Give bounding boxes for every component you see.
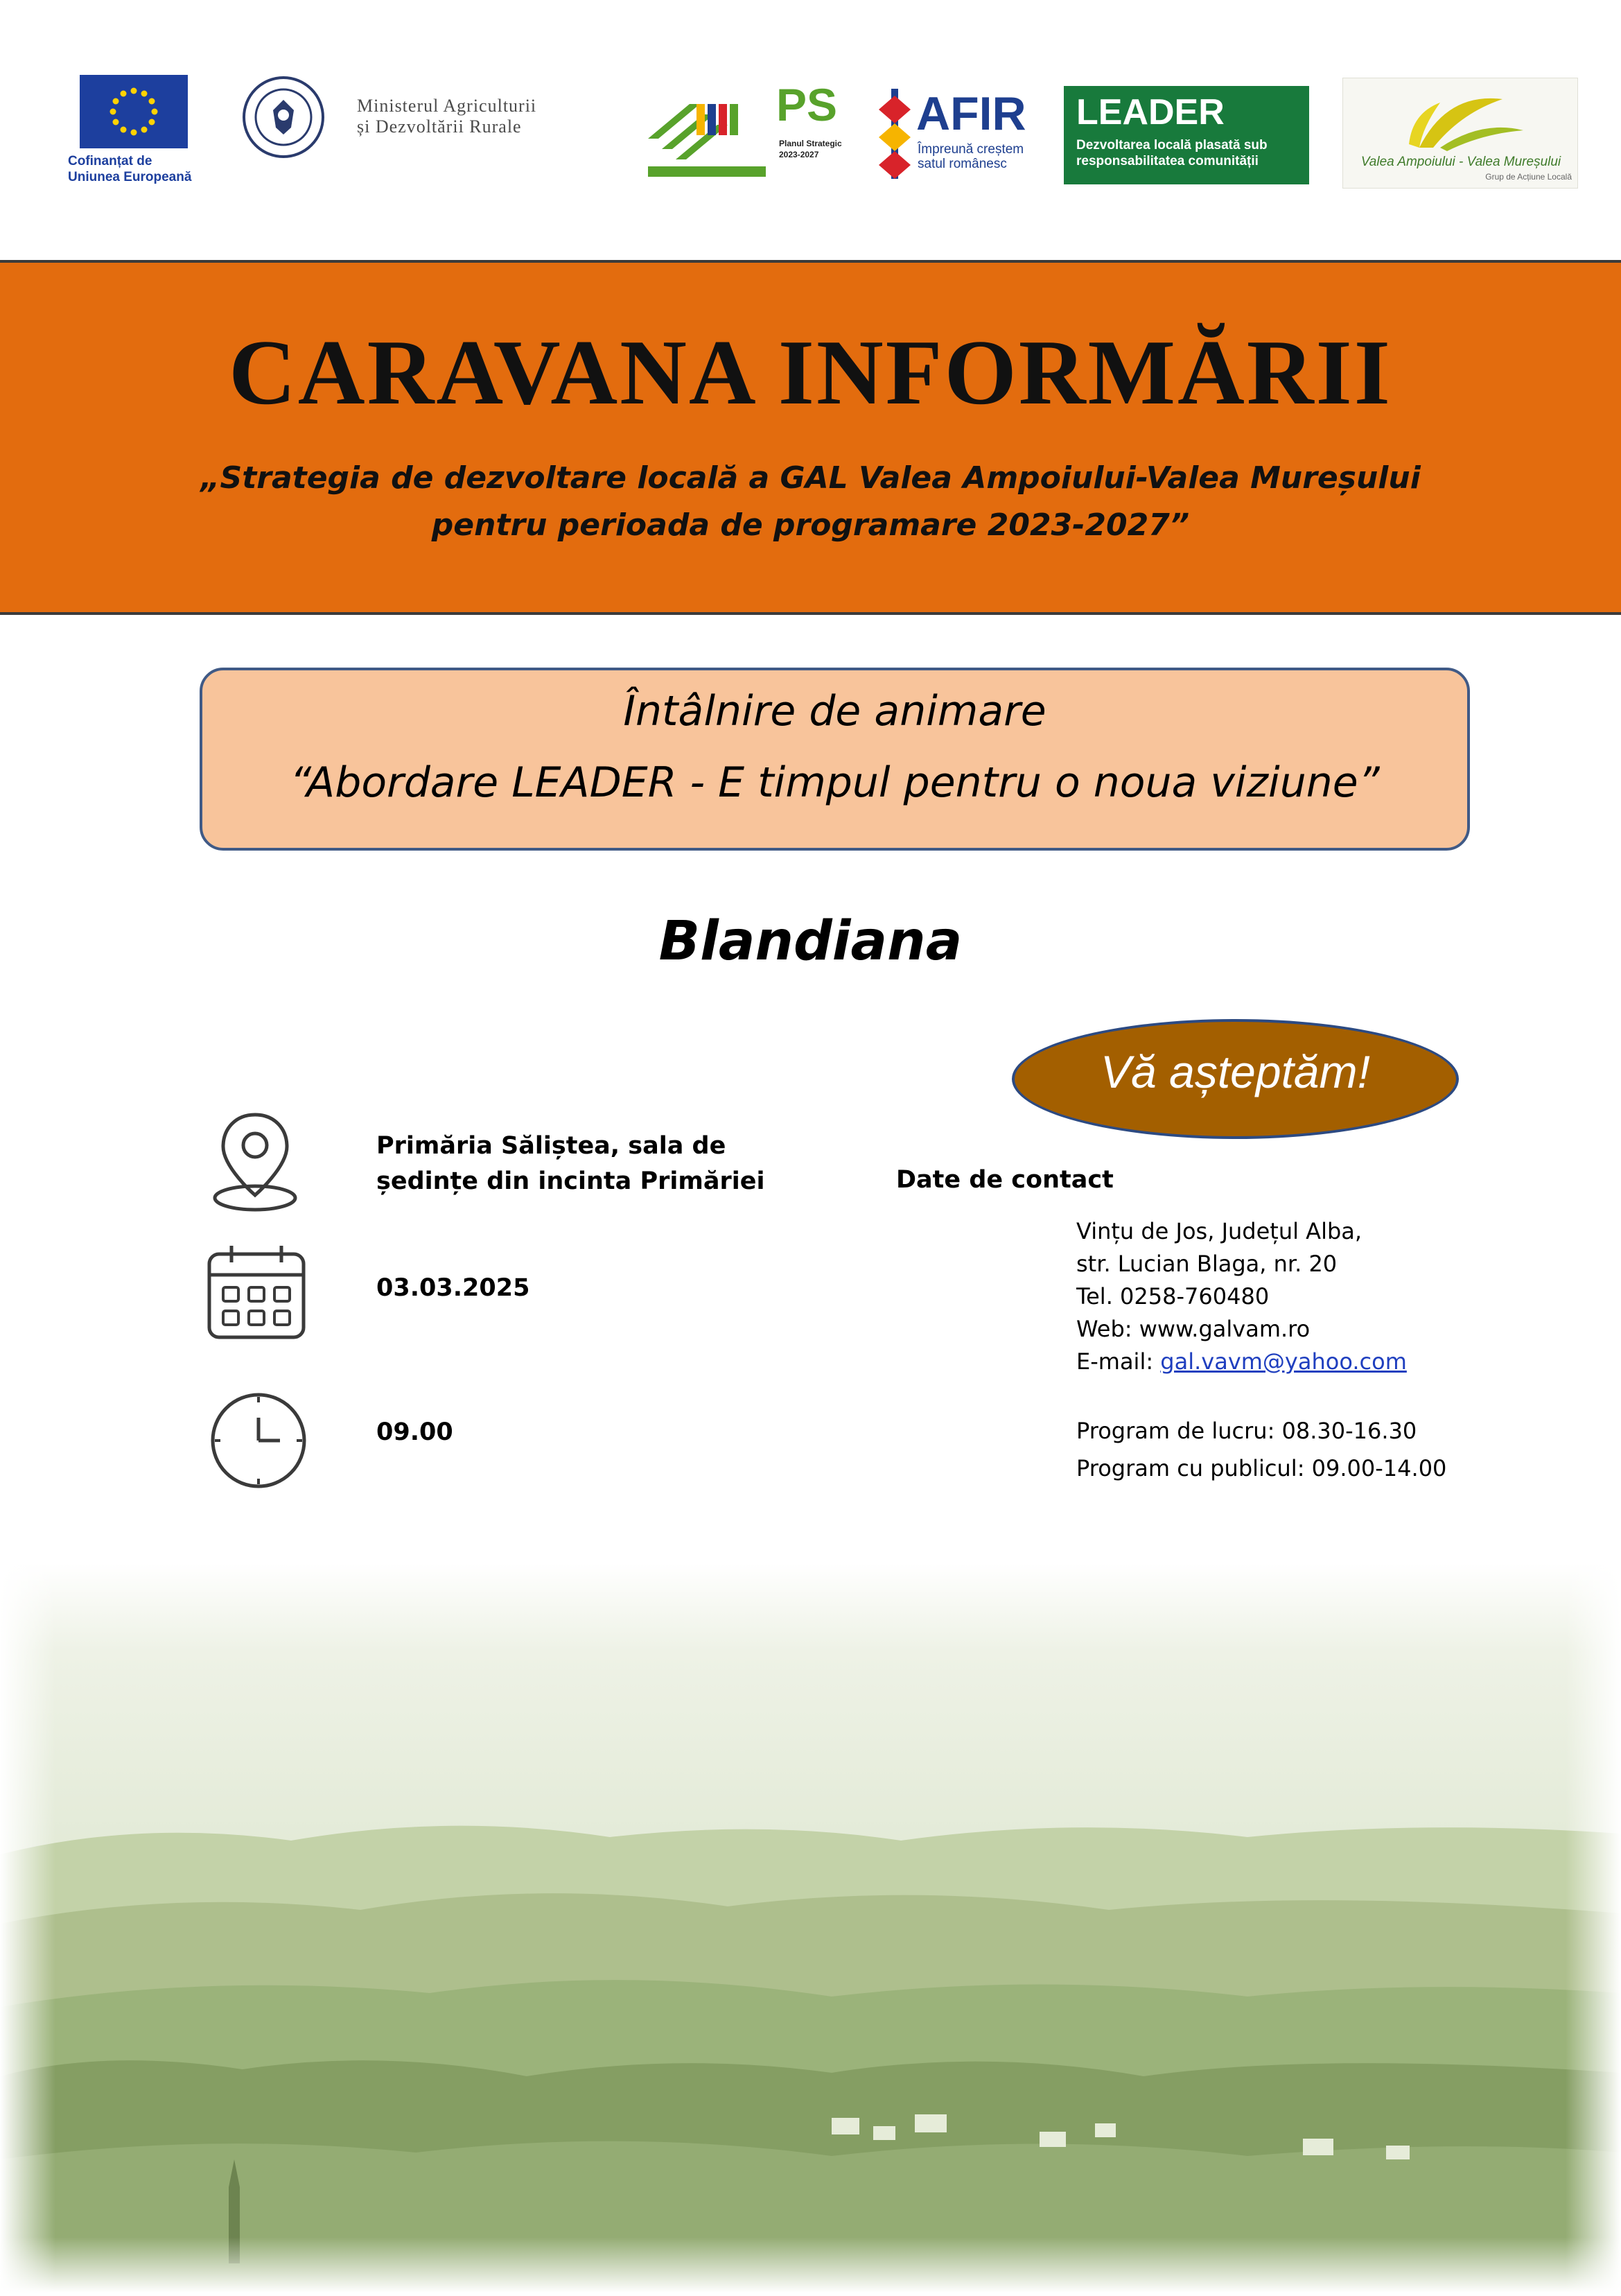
afir-caption: [918, 143, 1056, 172]
contact-hours: Program de lucru: 08.30-16.30: [1076, 1418, 1417, 1444]
leader-sub-line1: Dezvoltarea locală plasată sub: [1076, 138, 1268, 153]
ps-caption-line1: Planul Strategic: [779, 139, 842, 148]
gal-name: Valea Ampoiului - Valea Mureșului: [1360, 155, 1561, 169]
banner-subtitle-line2: pentru perioada de programare 2023-2027”: [431, 507, 1190, 543]
landscape-image: [0, 1563, 1621, 2293]
event-time: 09.00: [376, 1418, 453, 1446]
leader-title: LEADER: [1076, 92, 1225, 132]
afir-caption-line1: Împreună creștem: [918, 142, 1024, 157]
banner-subtitle-line1: „Strategia de dezvoltare locală a GAL Valea Ampoiului-Valea Mureșului: [200, 460, 1421, 496]
ministry-name: [357, 96, 634, 137]
contact-public-hours: Program cu publicul: 09.00-14.00: [1076, 1455, 1447, 1481]
eu-caption-line1: Cofinanțat de: [68, 154, 152, 168]
contact-email-row: [1076, 1350, 1407, 1373]
contact-address-line2: str. Lucian Blaga, nr. 20: [1076, 1251, 1338, 1277]
meeting-theme: “Abordare LEADER - E timpul pentru o noua viziune”: [290, 758, 1380, 807]
afir-caption-line2: satul românesc: [918, 156, 1007, 171]
ps-title: PS: [776, 79, 838, 130]
afir-title: AFIR: [916, 87, 1026, 140]
ministry-line1: Ministerul Agriculturii: [357, 96, 537, 116]
gal-subtitle: Grup de Acțiune Locală: [1485, 172, 1572, 182]
event-location-line2: ședințe din incinta Primăriei: [376, 1167, 765, 1195]
contact-email-label: E-mail:: [1076, 1348, 1161, 1375]
ps-caption: [779, 139, 862, 160]
eu-caption-line2: Uniunea Europeană: [68, 169, 192, 184]
page-title: CARAVANA INFORMĂRII: [229, 321, 1392, 424]
calendar-icon: [205, 1244, 308, 1341]
contact-address-line1: Vințu de Jos, Județul Alba,: [1076, 1218, 1362, 1244]
title-banner: [0, 260, 1621, 615]
leader-subtitle: [1076, 137, 1297, 169]
ps-caption-line2: 2023-2027: [779, 149, 819, 159]
email-link[interactable]: gal.vavm@yahoo.com: [1160, 1348, 1407, 1375]
location-pin-icon: [208, 1109, 302, 1215]
invite-text: Vă așteptăm!: [1101, 1045, 1370, 1097]
banner-subtitle: [0, 455, 1621, 549]
contact-heading: Date de contact: [896, 1166, 1114, 1194]
meeting-type: Întâlnire de animare: [623, 687, 1046, 736]
leader-sub-line2: responsabilitatea comunității: [1076, 154, 1259, 169]
contact-phone: Tel. 0258-760480: [1076, 1283, 1270, 1310]
government-seal-icon: [243, 76, 324, 158]
eu-caption: [68, 154, 207, 186]
place-name: Blandiana: [658, 910, 963, 973]
event-location: [376, 1129, 764, 1199]
event-date: 03.03.2025: [376, 1274, 530, 1302]
contact-web: Web: www.galvam.ro: [1076, 1316, 1311, 1342]
event-location-line1: Primăria Săliștea, sala de: [376, 1132, 726, 1160]
eu-flag-icon: [80, 75, 188, 148]
ministry-line2: și Dezvoltării Rurale: [357, 116, 522, 137]
afir-logo-icon: [879, 89, 911, 179]
leader-logo: [1064, 86, 1309, 184]
clock-icon: [208, 1390, 309, 1491]
